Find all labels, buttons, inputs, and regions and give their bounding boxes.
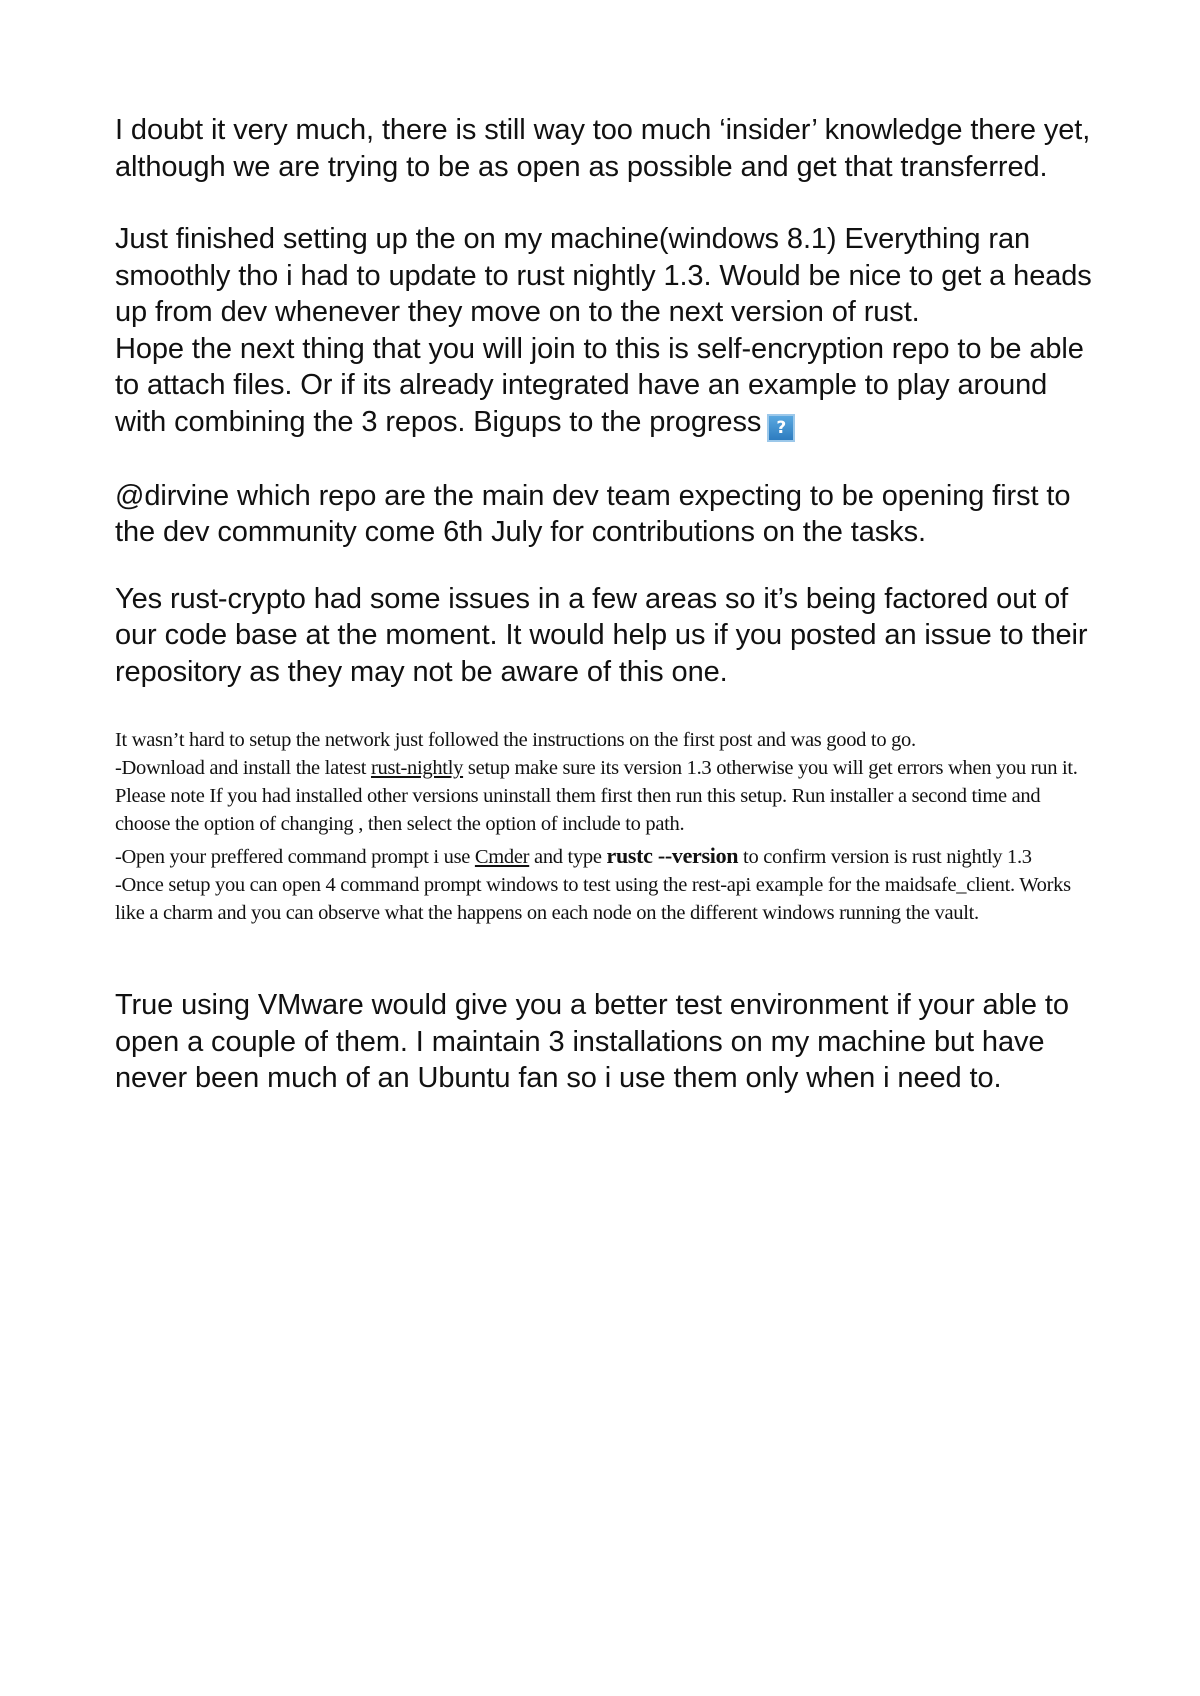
instructions-intro: It wasn’t hard to setup the network just followed the instructions on the first post and was good to go. [115,729,916,751]
post-vmware: True using VMware would give you a better test environment if your able to open a couple of them. I maintain 3 installations on my machine but have never been much of an Ubuntu fan so i use them only when i need to. [115,989,1069,1094]
question-mark-emoji-icon: ? [767,414,795,442]
instructions-step-test: -Once setup you can open 4 command prompt windows to test using the rest-api example for the maidsafe_client. Works like a charm and you can observe what the happens on each node on the different windows running the vault. [115,874,1071,924]
instructions-step-prompt: -Open your preffered command prompt i use Cmder and type rustc --version to confirm version is rust nightly 1.3 [115,843,1032,868]
post-setup-instructions [115,726,1100,927]
post-rust-crypto: Yes rust-crypto had some issues in a few areas so it’s being factored out of our code base at the moment. It would help us if you posted an issue to their repository as they may not be aware of this one. [115,582,1088,688]
post-self-encryption-paragraph [115,331,1100,442]
cmder-link[interactable]: Cmder [474,846,530,868]
instructions-step-download: -Download and install the latest rust-nightly setup make sure its version 1.3 otherwise you will get errors when you run it. Please note If you had installed other versions uninstall them first then run this setup. Run installer a second time and choose the option of changing , then select the option of include to path. [115,757,1078,835]
document-page [115,112,1100,1097]
post-dirvine-question: @dirvine which repo are the main dev team expecting to be opening first to the dev community come 6th July for contributions on the tasks. [115,479,1071,548]
post-setup-report [115,221,1100,442]
post-insider-knowledge: I doubt it very much, there is still way too much ‘insider’ knowledge there yet, although we are trying to be as open as possible and get that transferred. [115,114,1091,183]
rust-nightly-link[interactable]: rust-nightly [370,757,464,779]
rustc-version-command: rustc --version [606,843,739,868]
post-setup-paragraph: Just finished setting up the on my machine(windows 8.1) Everything ran smoothly tho i had to update to rust nightly 1.3. Would be nice to get a heads up from dev whenever they move on to the next version of rust. [115,223,1092,328]
post-self-encryption-text: Hope the next thing that you will join to this is self-encryption repo to be able to attach files. Or if its already integrated have an example to play around with combining the 3 repos. Bigups to the progress [115,332,1084,438]
